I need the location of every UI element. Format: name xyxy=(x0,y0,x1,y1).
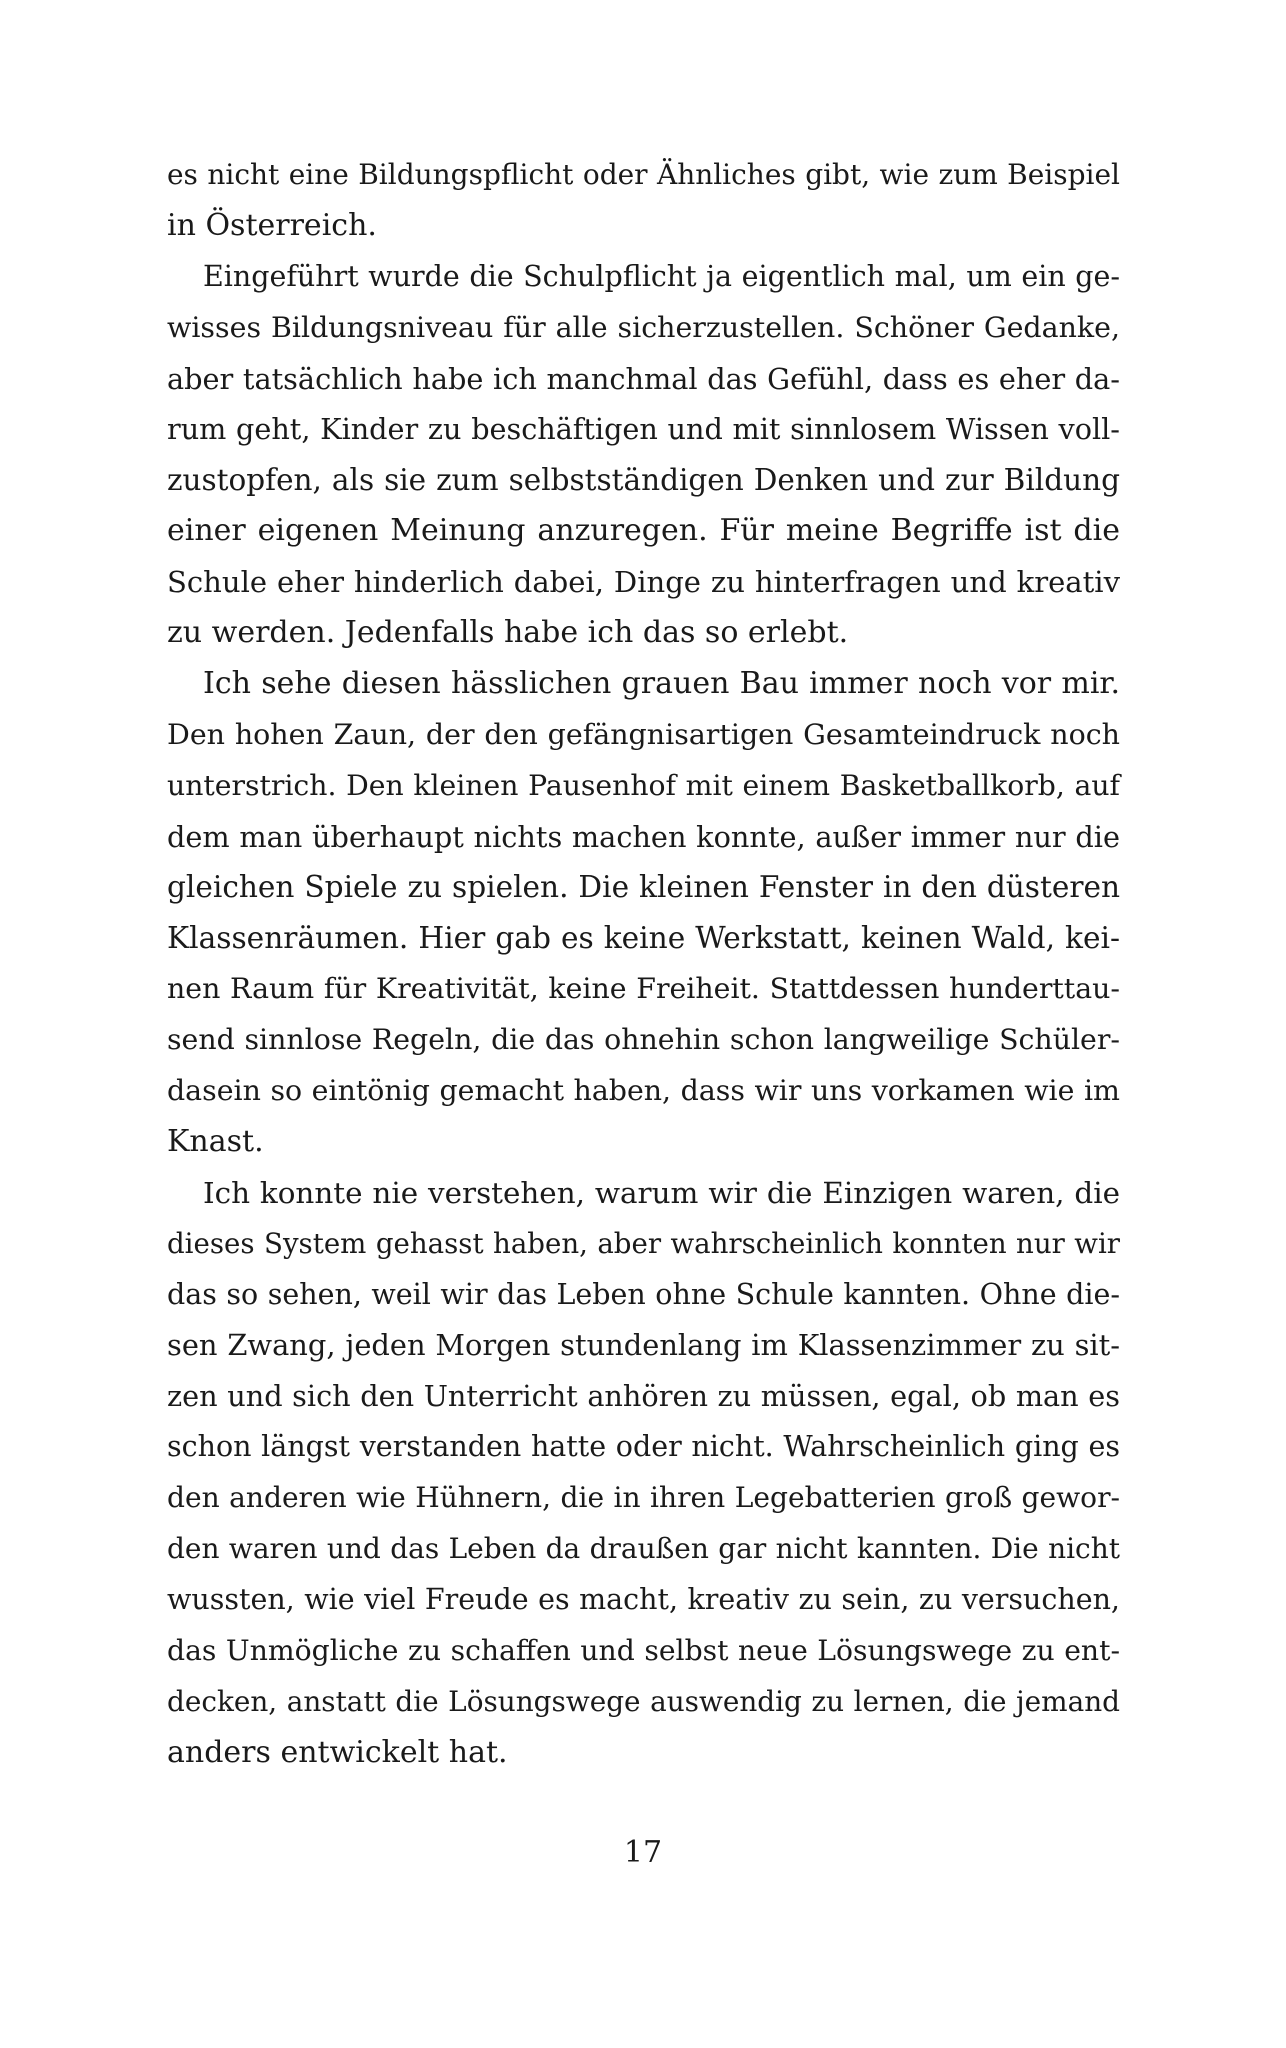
text-line: unterstrich. Den kleinen Pausenhof mit einem Basketballkorb, auf xyxy=(167,768,1120,802)
text-line: send sinnlose Regeln, die das ohnehin schon langweilige Schüler- xyxy=(167,1023,1120,1057)
text-line: das so sehen, weil wir das Leben ohne Schule kannten. Ohne die- xyxy=(167,1277,1120,1311)
text-line: nen Raum für Kreativität, keine Freiheit. Stattdessen hunderttau- xyxy=(167,972,1120,1006)
text-line: Schule eher hinderlich dabei, Dinge zu hinterfragen und kreativ xyxy=(167,565,1120,600)
text-line: schon längst verstanden hatte oder nicht. Wahrscheinlich ging es xyxy=(167,1430,1120,1464)
text-line: den waren und das Leben da draußen gar nicht kannten. Die nicht xyxy=(167,1532,1120,1566)
page-number: 17 xyxy=(623,1835,663,1870)
text-line: wussten, wie viel Freude es macht, kreativ zu sein, zu versuchen, xyxy=(167,1582,1120,1616)
text-line: einer eigenen Meinung anzuregen. Für meine Begriffe ist die xyxy=(167,513,1120,549)
text-line: zu werden. Jedenfalls habe ich das so erlebt. xyxy=(167,615,849,651)
body-text xyxy=(167,150,1120,1779)
text-line: das Unmögliche zu schaffen und selbst neue Lösungswege zu ent- xyxy=(167,1633,1120,1667)
text-line: sen Zwang, jeden Morgen stundenlang im Klassenzimmer zu sit- xyxy=(167,1328,1120,1363)
text-line: Knast. xyxy=(167,1123,264,1159)
text-line: dieses System gehasst haben, aber wahrscheinlich konnten nur wir xyxy=(167,1226,1120,1260)
text-line: es nicht eine Bildungspflicht oder Ähnliches gibt, wie zum Beispiel xyxy=(167,158,1120,191)
text-line: zen und sich den Unterricht anhören zu müssen, egal, ob man es xyxy=(167,1379,1120,1414)
text-line: anders entwickelt hat. xyxy=(167,1734,508,1770)
text-line: dem man überhaupt nichts machen konnte, außer immer nur die xyxy=(167,819,1120,854)
text-line: wisses Bildungsniveau für alle sicherzustellen. Schöner Gedanke, xyxy=(167,310,1120,344)
text-line: Klassenräumen. Hier gab es keine Werkstatt, keinen Wald, kei- xyxy=(167,920,1120,956)
text-line: gleichen Spiele zu spielen. Die kleinen Fenster in den düsteren xyxy=(167,870,1120,905)
text-line: in Österreich. xyxy=(167,207,377,243)
text-line: Eingeführt wurde die Schulpflicht ja eigentlich mal, um ein ge- xyxy=(203,259,1120,293)
text-line: den anderen wie Hühnern, die in ihren Legebatterien groß gewor- xyxy=(167,1481,1120,1515)
text-line: decken, anstatt die Lösungswege auswendig zu lernen, die jemand xyxy=(167,1684,1120,1718)
text-line: aber tatsächlich habe ich manchmal das Gefühl, dass es eher da- xyxy=(167,361,1120,396)
text-line: Ich konnte nie verstehen, warum wir die Einzigen waren, die xyxy=(203,1175,1120,1210)
text-line: zustopfen, als sie zum selbstständigen Denken und zur Bildung xyxy=(167,463,1120,498)
text-line: rum geht, Kinder zu beschäftigen und mit sinnlosem Wissen voll- xyxy=(167,412,1120,447)
text-line: Ich sehe diesen hässlichen grauen Bau immer noch vor mir. xyxy=(203,665,1120,701)
text-line: Den hohen Zaun, der den gefängnisartigen Gesamteindruck noch xyxy=(167,717,1120,751)
text-line: dasein so eintönig gemacht haben, dass wir uns vorkamen wie im xyxy=(167,1074,1120,1108)
